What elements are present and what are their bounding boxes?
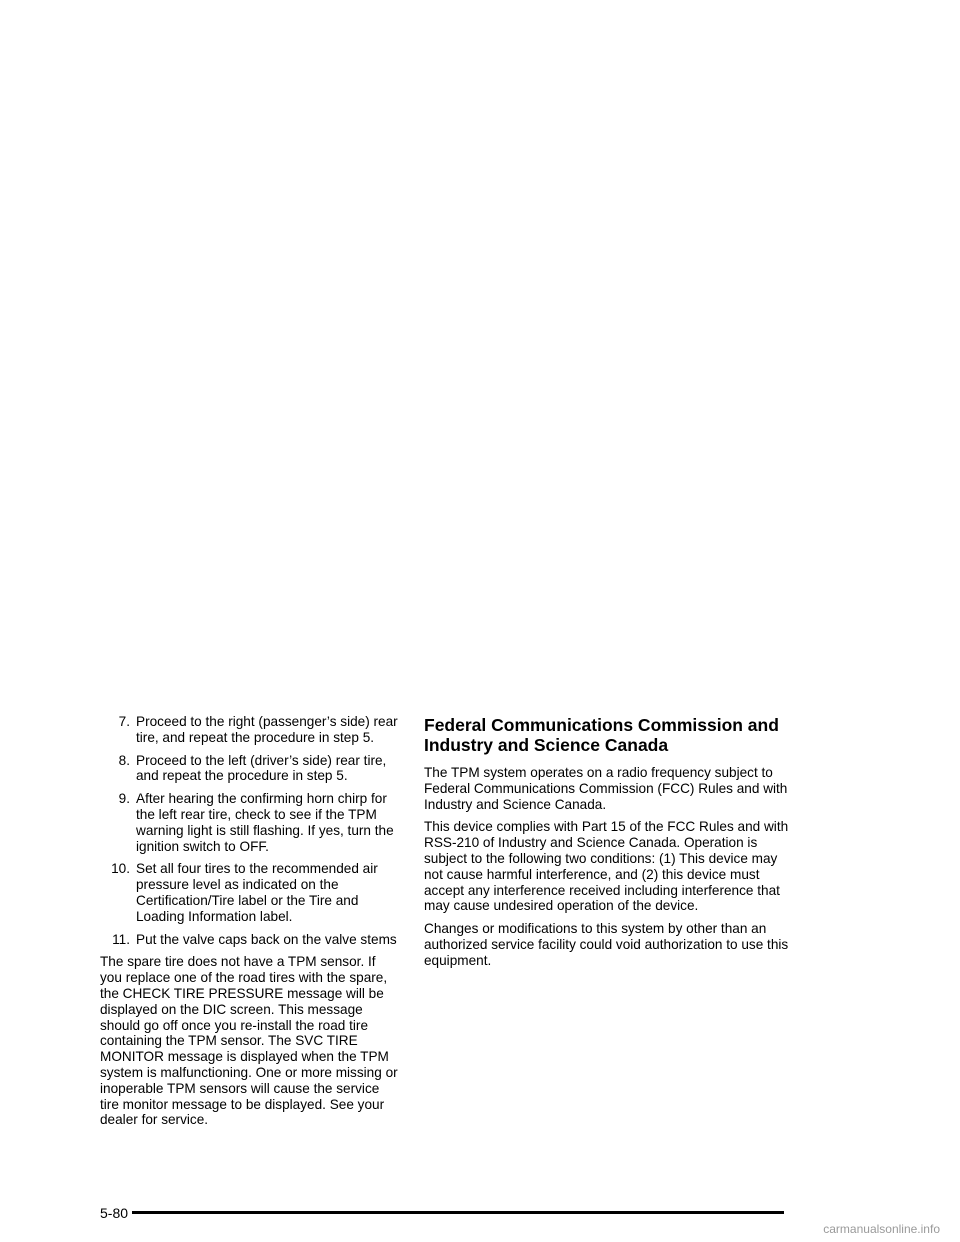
footer-rule [104,1211,784,1214]
watermark: carmanualsonline.info [823,1222,940,1236]
left-column [100,714,400,1135]
step-number: 9. [118,791,130,807]
step-number: 8. [118,752,130,768]
step-text: After hearing the confirming horn chirp for the left rear tire, check to see if the TPM warning light is still flashing. If yes, turn the ignition switch to OFF. [136,791,394,854]
list-item [100,791,400,854]
step-number: 11. [112,931,130,947]
step-number: 10. [111,861,130,877]
list-item [100,753,400,785]
list-item [100,714,400,746]
step-text: Put the valve caps back on the valve stems [136,931,397,947]
step-text: Set all four tires to the recommended air pressure level as indicated on the Certification/Tire label or the Tire and Loading Information label. [136,861,378,924]
right-column [424,716,794,976]
list-item [100,861,400,924]
spare-tire-paragraph: The spare tire does not have a TPM sensor. If you replace one of the road tires with the spare, the CHECK TIRE PRESSURE message will be displayed on the DIC screen. This message should go off once you re-install the road tire containing the TPM sensor. The SVC TIRE MONITOR message is displayed when the TPM system is malfunctioning. One or more missing or inoperable TPM sensors will cause the service tire monitor message to be displayed. See your dealer for service. [100,954,398,1128]
section-heading: Federal Communications Commission and Industry and Science Canada [424,715,779,755]
step-number: 7. [118,714,130,729]
body-paragraph: The TPM system operates on a radio frequency subject to Federal Communications Commission (FCC) Rules and with Industry and Science Canada. [424,765,788,812]
body-paragraph: Changes or modifications to this system by other than an authorized service facility could void authorization to use this equipment. [424,921,789,968]
procedure-steps [100,714,400,947]
step-text: Proceed to the right (passenger’s side) rear tire, and repeat the procedure in step 5. [136,714,398,745]
list-item [100,932,400,948]
step-text: Proceed to the left (driver’s side) rear tire, and repeat the procedure in step 5. [136,752,387,784]
page-number: 5-80 [100,1205,132,1221]
body-paragraph: This device complies with Part 15 of the FCC Rules and with RSS-210 of Industry and Science Canada. Operation is subject to the following two conditions: (1) This device may not cause harmful interference, and (2) this device must accept any interference received including interference that may cause undesired operation of the device. [424,819,789,914]
